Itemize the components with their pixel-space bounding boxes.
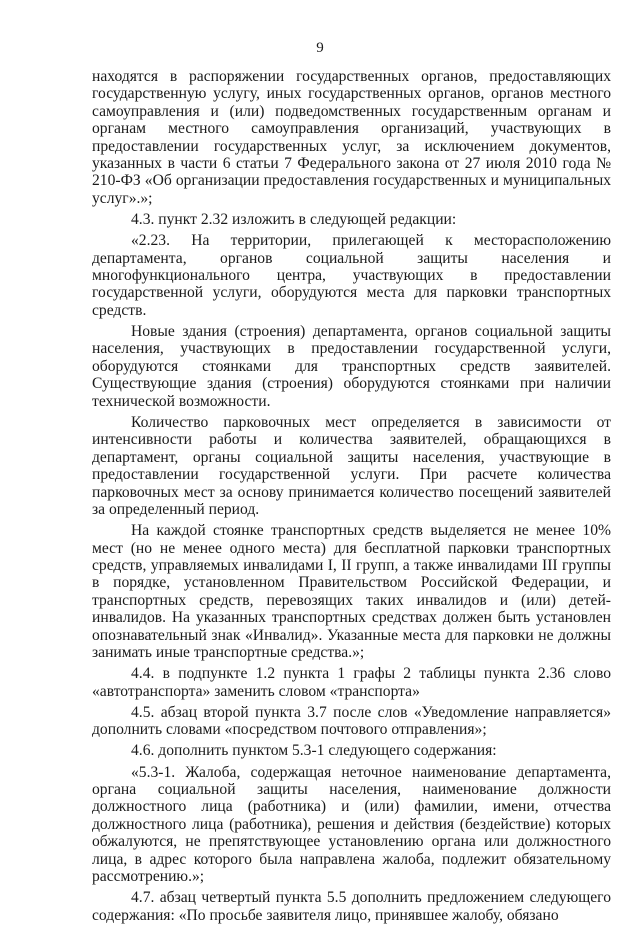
paragraph-item-4-7: 4.7. абзац четвертый пункта 5.5 дополнить предложением следующего содержания: «По просьбе заявителя лицо, принявшее жалобу, обязано (92, 889, 611, 924)
paragraph-item-4-4: 4.4. в подпункте 1.2 пункта 1 графы 2 таблицы пункта 2.36 слово «автотранспорта» заменить словом «транспорта» (92, 665, 611, 700)
paragraph-disabled-parking: На каждой стоянке транспортных средств выделяется не менее 10% мест (но не менее одного места) для бесплатной парковки транспортных средств, управляемых инвалидами I, II групп, а также инвалидами III группы в порядке, установленном Правительством Российской Федерации, и транспортных средств, перевозящих таких инвалидов и (или) детей-инвалидов. На указанных транспортных средствах должен быть установлен опознавательный знак «Инвалид». Указанные места для парковки не должны занимать иные транспортные средства.»; (92, 522, 611, 661)
paragraph-item-4-5: 4.5. абзац второй пункта 3.7 после слов «Уведомление направляется» дополнить словами «посредством почтового отправления»; (92, 703, 611, 739)
paragraph-item-4-3: 4.3. пункт 2.32 изложить в следующей редакции: (131, 211, 457, 229)
paragraph-parking-count: Количество парковочных мест определяется в зависимости от интенсивности работы и количества заявителей, обращающихся в департамент, органы социальной защиты населения, участвующие в предоставлении государственной услуги. При расчете количества парковочных мест за основу принимается количество посещений заявителей за определенный период. (92, 413, 611, 518)
paragraph-new-buildings: Новые здания (строения) департамента, органов социальной защиты населения, участвующих в предоставлении государственной услуги, оборудуются стоянками для транспортных средств заявителей. Существующие здания (строения) оборудуются стоянками при наличии технической возможности. (92, 323, 611, 410)
paragraph-item-4-6: 4.6. дополнить пунктом 5.3-1 следующего содержания: (131, 742, 497, 760)
document-body (92, 68, 611, 928)
page-number: 9 (316, 40, 324, 56)
paragraph-5-3-1: «5.3-1. Жалоба, содержащая неточное наименование департамента, органа социальной защиты населения, наименование должности должностного лица (работника) и (или) фамилии, имени, отчества должностного лица (работника), решения и действия (бездействие) которых обжалуются, не препятствующее установлению органа или должностного лица, в адрес которого была направлена жалоба, подлежит обязательному рассмотрению.»; (92, 763, 611, 886)
paragraph-continuation: находятся в распоряжении государственных органов, предоставляющих государственную услугу, иных государственных органов, органов местного самоуправления и (или) подведомственных государственным органам и органам местного самоуправления организаций, участвующих в предоставлении государственных услуг, за исключением документов, указанных в части 6 статьи 7 Федерального закона от 27 июля 2010 года № 210-ФЗ «Об организации предоставления государственных и муниципальных услуг».»; (92, 68, 611, 207)
paragraph-2-23: «2.23. На территории, прилегающей к месторасположению департамента, органов социальной защиты населения и многофункционального центра, участвующих в предоставлении государственной услуги, оборудуются места для парковки транспортных средств. (92, 232, 611, 319)
